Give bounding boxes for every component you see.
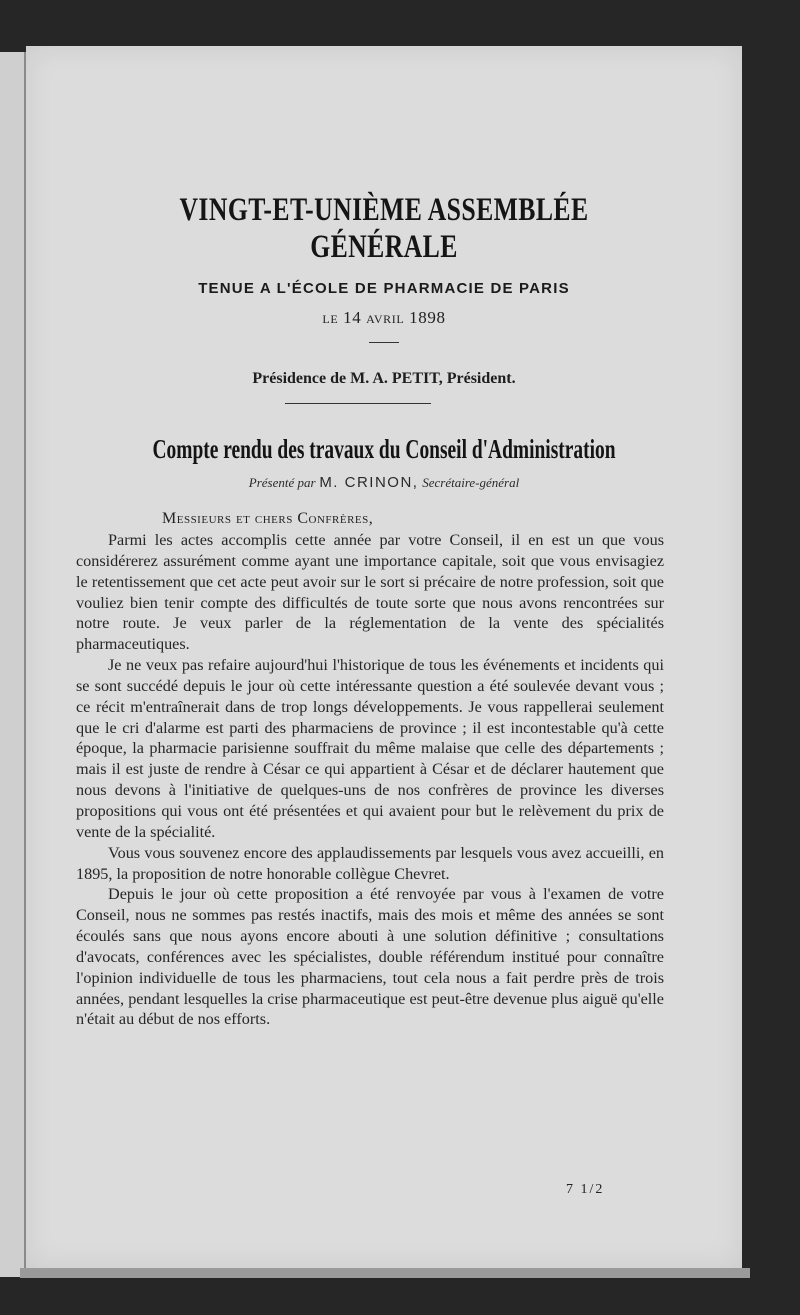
- date-line: le 14 avril 1898: [322, 308, 446, 327]
- presented-prefix: Présenté par: [248, 475, 316, 490]
- paragraph: Parmi les actes accomplis cette année par votre Conseil, il en est un que vous considérerez assurément comme ayant une importance capitale, soit que vous envisagiez le retentissement que cet acte peut avoir sur le sort si précaire de notre profession, soit que vouliez bien tenir compte des difficultés de toute sorte que nous avons rencontrées sur notre route. Je veux parler de la réglementation de la vente des spécialités pharmaceutiques.: [76, 531, 664, 654]
- facing-page-edge: [0, 52, 26, 1277]
- presidence-line: Présidence de M. A. PETIT, Président.: [252, 370, 516, 387]
- body-text: [76, 530, 664, 1030]
- subtitle: TENUE A L'ÉCOLE DE PHARMACIE DE PARIS: [198, 280, 570, 297]
- page-edge-shadow: [20, 1268, 750, 1278]
- presented-by-line: [26, 474, 742, 492]
- long-divider: [285, 403, 431, 404]
- paragraph: Depuis le jour où cette proposition a été renvoyée par vous à l'examen de votre Conseil, nous ne sommes pas restés inactifs, mais des mois et même des années se sont écoulés sans que nous ayons encore abouti à une solution définitive ; consultations d'avocats, conférences avec les spécialistes, double référendum institué pour connaître l'opinion individuelle de tous les pharmaciens, tout cela nous a fait perdre près de trois années, pendant lesquelles la crise pharmaceutique est peut-être devenue plus aiguë qu'elle n'était au début de nos efforts.: [76, 885, 664, 1029]
- document-page: [26, 46, 742, 1268]
- presenter-role: Secrétaire-général: [422, 475, 520, 490]
- short-divider: [369, 342, 399, 343]
- salutation: Messieurs et chers Confrères,: [162, 510, 374, 527]
- printer-signature-mark: 7 1/2: [566, 1182, 605, 1197]
- section-title: Compte rendu des travaux du Conseil d'Administration: [152, 434, 616, 464]
- paragraph: Vous vous souvenez encore des applaudissements par lesquels vous avez accueilli, en 1895, la proposition de notre honorable collègue Chevret.: [76, 843, 664, 883]
- main-title: VINGT-ET-UNIÈME ASSEMBLÉE GÉNÉRALE: [179, 192, 589, 265]
- paragraph: Je ne veux pas refaire aujourd'hui l'historique de tous les événements et incidents qui se sont succédé depuis le jour où cette intéressante question a été soulevée devant vous ; ce récit m'entraînerait dans de trop longs développements. Je vous rappellerai seulement que le cri d'alarme est parti des pharmaciens de province ; il est incontestable qu'à cette époque, la pharmacie parisienne souffrait du même malaise que celle des départements ; mais il est juste de rendre à César ce qui appartient à César et de déclarer hautement que nous devons à l'initiative de quelques-uns de nos confrères de province les diverses propositions qui vous ont été présentées et qui avaient pour but le relèvement du prix de vente de la spécialité.: [76, 656, 664, 841]
- presenter-name: M. CRINON,: [319, 474, 419, 491]
